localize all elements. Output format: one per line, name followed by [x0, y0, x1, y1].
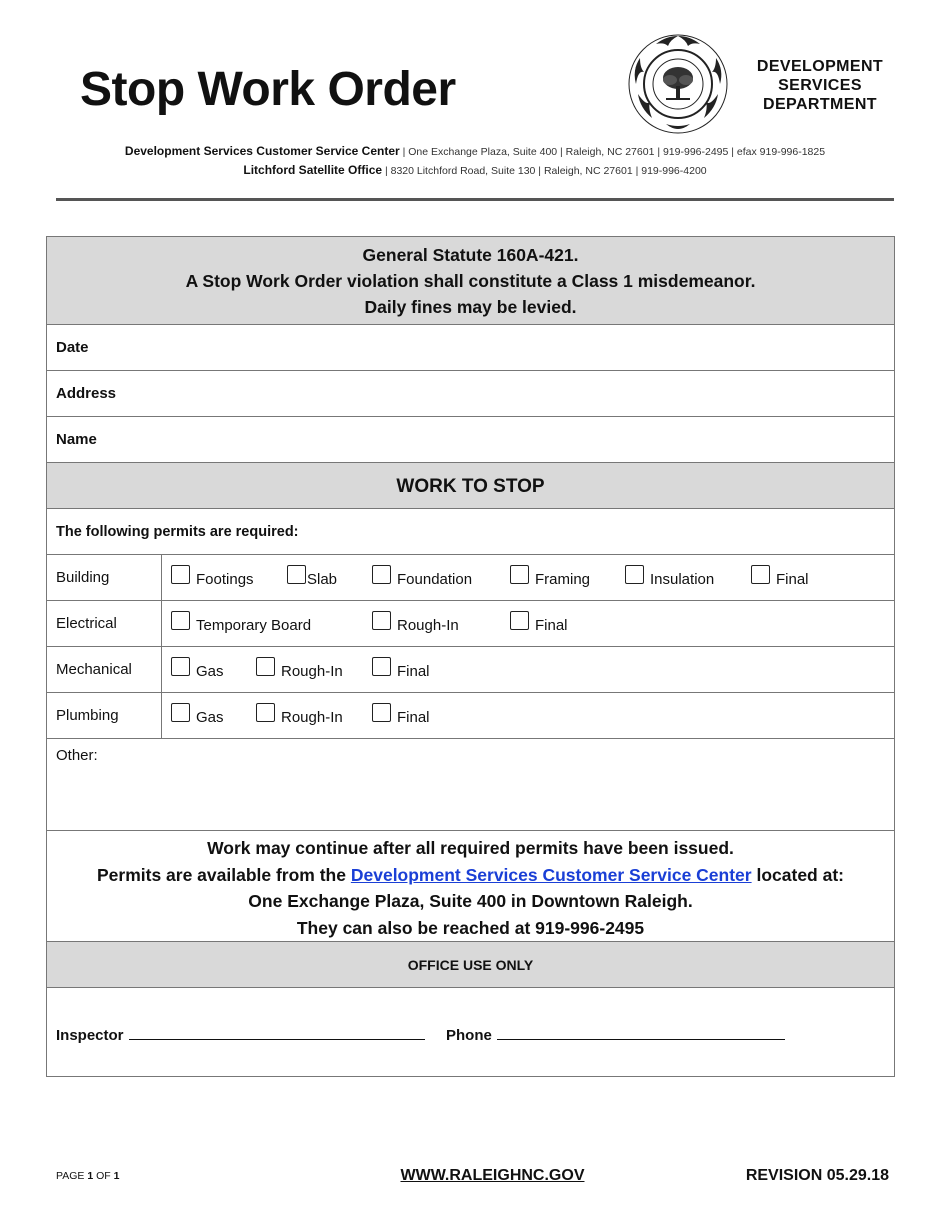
- checkbox-building-insulation[interactable]: Insulation: [625, 565, 714, 584]
- checkbox-icon[interactable]: [372, 657, 391, 676]
- checkbox-electrical-temporary-board[interactable]: Temporary Board: [171, 611, 311, 630]
- stop-work-form: [46, 236, 895, 1077]
- city-seal-logo: [626, 32, 730, 136]
- checkbox-icon[interactable]: [171, 565, 190, 584]
- name-field[interactable]: Name: [47, 417, 894, 463]
- date-field[interactable]: Date: [47, 325, 894, 371]
- checkbox-icon[interactable]: [171, 703, 190, 722]
- phone-field[interactable]: Phone: [446, 1026, 785, 1044]
- header-divider: [56, 198, 894, 201]
- checkbox-electrical-final[interactable]: Final: [510, 611, 568, 630]
- other-label: Other:: [56, 747, 98, 764]
- contact-line-satellite-office: Litchford Satellite Office | 8320 Litchford Road, Suite 130 | Raleigh, NC 27601 | 919-996-4200: [243, 163, 707, 177]
- office-use-heading: OFFICE USE ONLY: [47, 942, 894, 988]
- permit-row-electrical: [47, 601, 894, 647]
- page-title: Stop Work Order: [80, 63, 456, 116]
- checkbox-mechanical-gas[interactable]: Gas: [171, 657, 224, 676]
- checkbox-electrical-rough-in[interactable]: Rough-In: [372, 611, 459, 630]
- other-field[interactable]: [47, 739, 894, 831]
- office-use-section: [47, 988, 894, 1077]
- permit-info-notice: Work may continue after all required permits have been issued. Permits are available from the Development Services Customer Service Center located at: One Exchange Plaza, Suite 400 in Downtown Raleigh. They can also be reached at 919-996-2495: [47, 831, 894, 942]
- checkbox-plumbing-rough-in[interactable]: Rough-In: [256, 703, 343, 722]
- checkbox-icon[interactable]: [372, 611, 391, 630]
- checkbox-mechanical-rough-in[interactable]: Rough-In: [256, 657, 343, 676]
- address-field[interactable]: Address: [47, 371, 894, 417]
- inspector-field[interactable]: Inspector: [56, 1026, 425, 1044]
- checkbox-icon[interactable]: [171, 611, 190, 630]
- permit-label-building: Building: [56, 569, 110, 586]
- permit-row-mechanical: [47, 647, 894, 693]
- checkbox-icon[interactable]: [287, 565, 306, 584]
- work-to-stop-heading: WORK TO STOP: [47, 463, 894, 509]
- permit-row-building: [47, 555, 894, 601]
- checkbox-icon[interactable]: [372, 565, 391, 584]
- inspector-line[interactable]: [129, 1026, 425, 1040]
- checkbox-icon[interactable]: [751, 565, 770, 584]
- checkbox-icon[interactable]: [171, 657, 190, 676]
- permit-label-mechanical: Mechanical: [56, 661, 132, 678]
- checkbox-building-framing[interactable]: Framing: [510, 565, 590, 584]
- checkbox-icon[interactable]: [510, 611, 529, 630]
- permit-row-plumbing: [47, 693, 894, 739]
- checkbox-icon[interactable]: [256, 657, 275, 676]
- permit-label-electrical: Electrical: [56, 615, 117, 632]
- checkbox-building-slab[interactable]: Slab: [287, 565, 337, 584]
- checkbox-mechanical-final[interactable]: Final: [372, 657, 430, 676]
- checkbox-icon[interactable]: [625, 565, 644, 584]
- checkbox-icon[interactable]: [256, 703, 275, 722]
- permits-required-label: The following permits are required:: [47, 509, 894, 555]
- phone-line[interactable]: [497, 1026, 785, 1040]
- checkbox-icon[interactable]: [510, 565, 529, 584]
- checkbox-plumbing-final[interactable]: Final: [372, 703, 430, 722]
- oak-tree-icon: [663, 67, 693, 100]
- website-link[interactable]: WWW.RALEIGHNC.GOV: [400, 1167, 585, 1184]
- checkbox-icon[interactable]: [372, 703, 391, 722]
- checkbox-building-footings[interactable]: Footings: [171, 565, 254, 584]
- service-center-link[interactable]: Development Services Customer Service Center: [350, 864, 752, 885]
- checkbox-plumbing-gas[interactable]: Gas: [171, 703, 224, 722]
- statute-notice: General Statute 160A-421. A Stop Work Order violation shall constitute a Class 1 misdemeanor. Daily fines may be levied.: [47, 237, 894, 325]
- page-number: PAGE 1 OF 1: [56, 1170, 120, 1182]
- permit-label-plumbing: Plumbing: [56, 707, 119, 724]
- contact-line-service-center: Development Services Customer Service Center | One Exchange Plaza, Suite 400 | Raleigh, NC 27601 | 919-996-2495 | efax 919-996-1825: [124, 144, 826, 158]
- department-name: DEVELOPMENT SERVICES DEPARTMENT: [756, 58, 884, 113]
- revision-label: REVISION 05.29.18: [745, 1167, 889, 1184]
- checkbox-building-final[interactable]: Final: [751, 565, 809, 584]
- checkbox-building-foundation[interactable]: Foundation: [372, 565, 472, 584]
